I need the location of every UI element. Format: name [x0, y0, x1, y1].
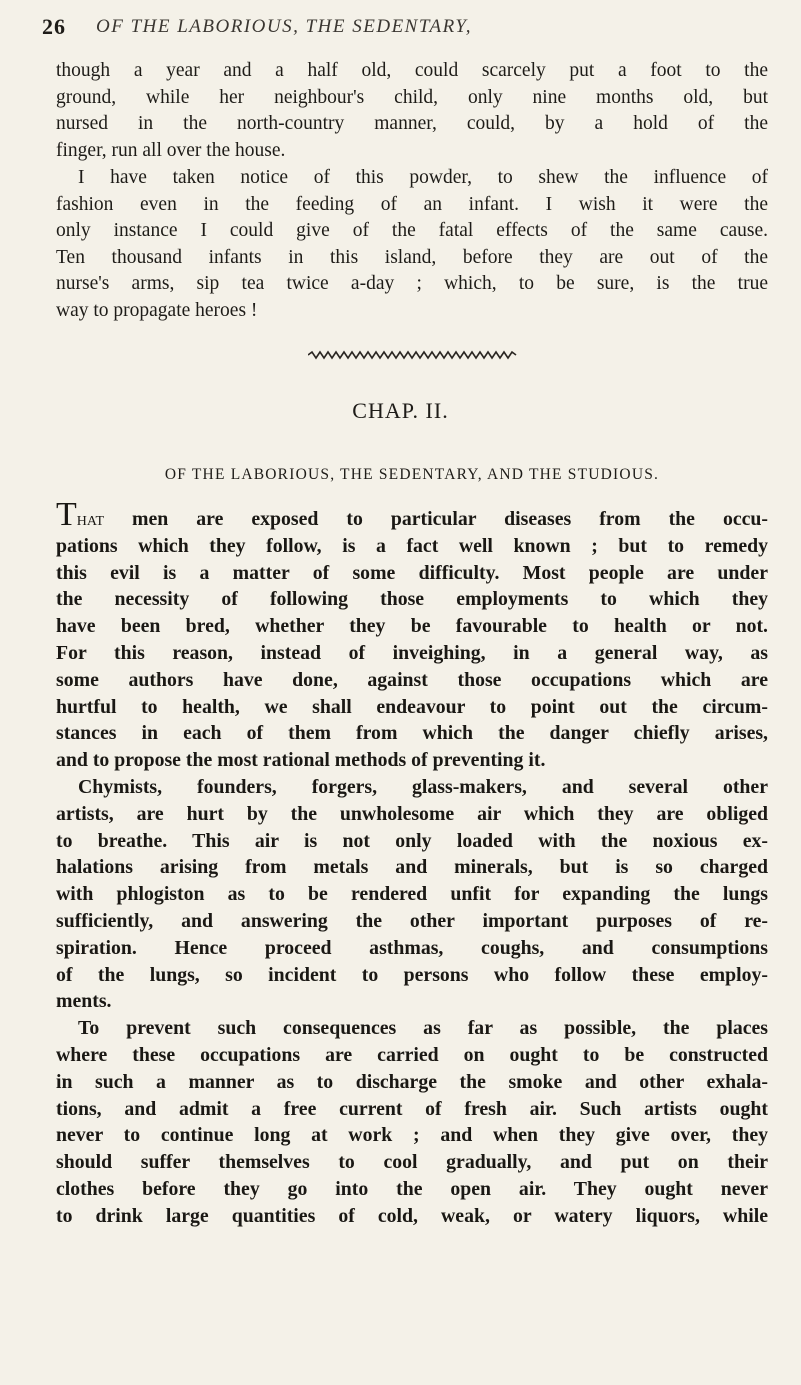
text-line: finger, run all over the house. [56, 139, 286, 161]
text-line: only instance I could give of the fatal effects of the same cause. [56, 220, 768, 242]
text-line: Chymists, founders, forgers, glass-makers, and several other [78, 775, 768, 798]
chapter-subheading: OF THE LABORIOUS, THE SEDENTARY, AND THE STUDIOUS. [164, 466, 660, 483]
text-line: men are exposed to particular diseases from the occu- [104, 508, 768, 530]
ornament-rule [308, 350, 518, 360]
text-line: nurse's arms, sip tea twice a-day ; which, to be sure, is the true [56, 273, 768, 295]
text-line: to drink large quantities of cold, weak, or watery liquors, while [56, 1204, 768, 1227]
paragraph-continuation [56, 58, 768, 164]
text-line: I have taken notice of this powder, to shew the influence of [78, 167, 768, 188]
paragraph-chymists [56, 774, 768, 1015]
text-line-first [56, 496, 768, 533]
paragraph-occupations [56, 496, 768, 774]
text-line: stances in each of them from which the danger chiefly arises, [56, 722, 768, 745]
text-line: in such a manner as to discharge the smoke and other exhala- [56, 1070, 768, 1093]
page-number: 26 [42, 14, 66, 39]
text-line: though a year and a half old, could scarcely put a foot to the [56, 60, 768, 81]
text-line: some authors have done, against those occupations which are [56, 668, 768, 691]
paragraph-powder [56, 165, 768, 325]
text-line: have been bred, whether they be favourable to health or not. [56, 615, 768, 638]
running-header [42, 14, 762, 40]
text-line: never to continue long at work ; and when they give over, they [56, 1124, 768, 1147]
text-line: clothes before they go into the open air. They ought never [56, 1177, 768, 1200]
text-line: with phlogiston as to be rendered unfit for expanding the lungs [56, 883, 768, 906]
text-line: tions, and admit a free current of fresh air. Such artists ought [56, 1097, 768, 1120]
text-line: the necessity of following those employments to which they [56, 588, 768, 611]
chapter-heading: CHAP. II. [352, 398, 449, 423]
text-line: halations arising from metals and minerals, but is so charged [56, 856, 768, 879]
text-line: spiration. Hence proceed asthmas, coughs, and consumptions [56, 936, 768, 959]
paragraph-prevention [56, 1015, 768, 1229]
text-line: where these occupations are carried on ought to be constructed [56, 1043, 768, 1066]
text-line: Ten thousand infants in this island, before they are out of the [56, 246, 768, 268]
text-line: artists, are hurt by the unwholesome air which they are obliged [56, 802, 768, 825]
text-line: To prevent such consequences as far as possible, the places [78, 1017, 768, 1040]
text-line: For this reason, instead of inveighing, in a general way, as [56, 641, 768, 664]
text-line: this evil is a matter of some difficulty. Most people are under [56, 561, 768, 584]
text-line: ments. [56, 990, 112, 1013]
text-line: and to propose the most rational methods of preventing it. [56, 749, 546, 772]
text-line: fashion even in the feeding of an infant. I wish it were the [56, 193, 768, 215]
drop-cap: T [56, 496, 77, 533]
text-line: should suffer themselves to cool gradually, and put on their [56, 1151, 768, 1174]
text-line: way to propagate heroes ! [56, 299, 258, 321]
text-line: nursed in the north-country manner, could, by a hold of the [56, 113, 768, 135]
text-line: of the lungs, so incident to persons who follow these employ- [56, 963, 768, 986]
text-line: pations which they follow, is a fact well known ; but to remedy [56, 534, 768, 557]
text-line: ground, while her neighbour's child, only nine months old, but [56, 86, 768, 108]
text-line: hurtful to health, we shall endeavour to point out the circum- [56, 695, 768, 718]
first-word: hat [76, 508, 105, 530]
chapter-body [56, 496, 768, 1230]
text-line: sufficiently, and answering the other important purposes of re- [56, 909, 768, 932]
text-line: to breathe. This air is not only loaded with the noxious ex- [56, 829, 768, 852]
running-title: OF THE LABORIOUS, THE SEDENTARY, [96, 16, 472, 37]
